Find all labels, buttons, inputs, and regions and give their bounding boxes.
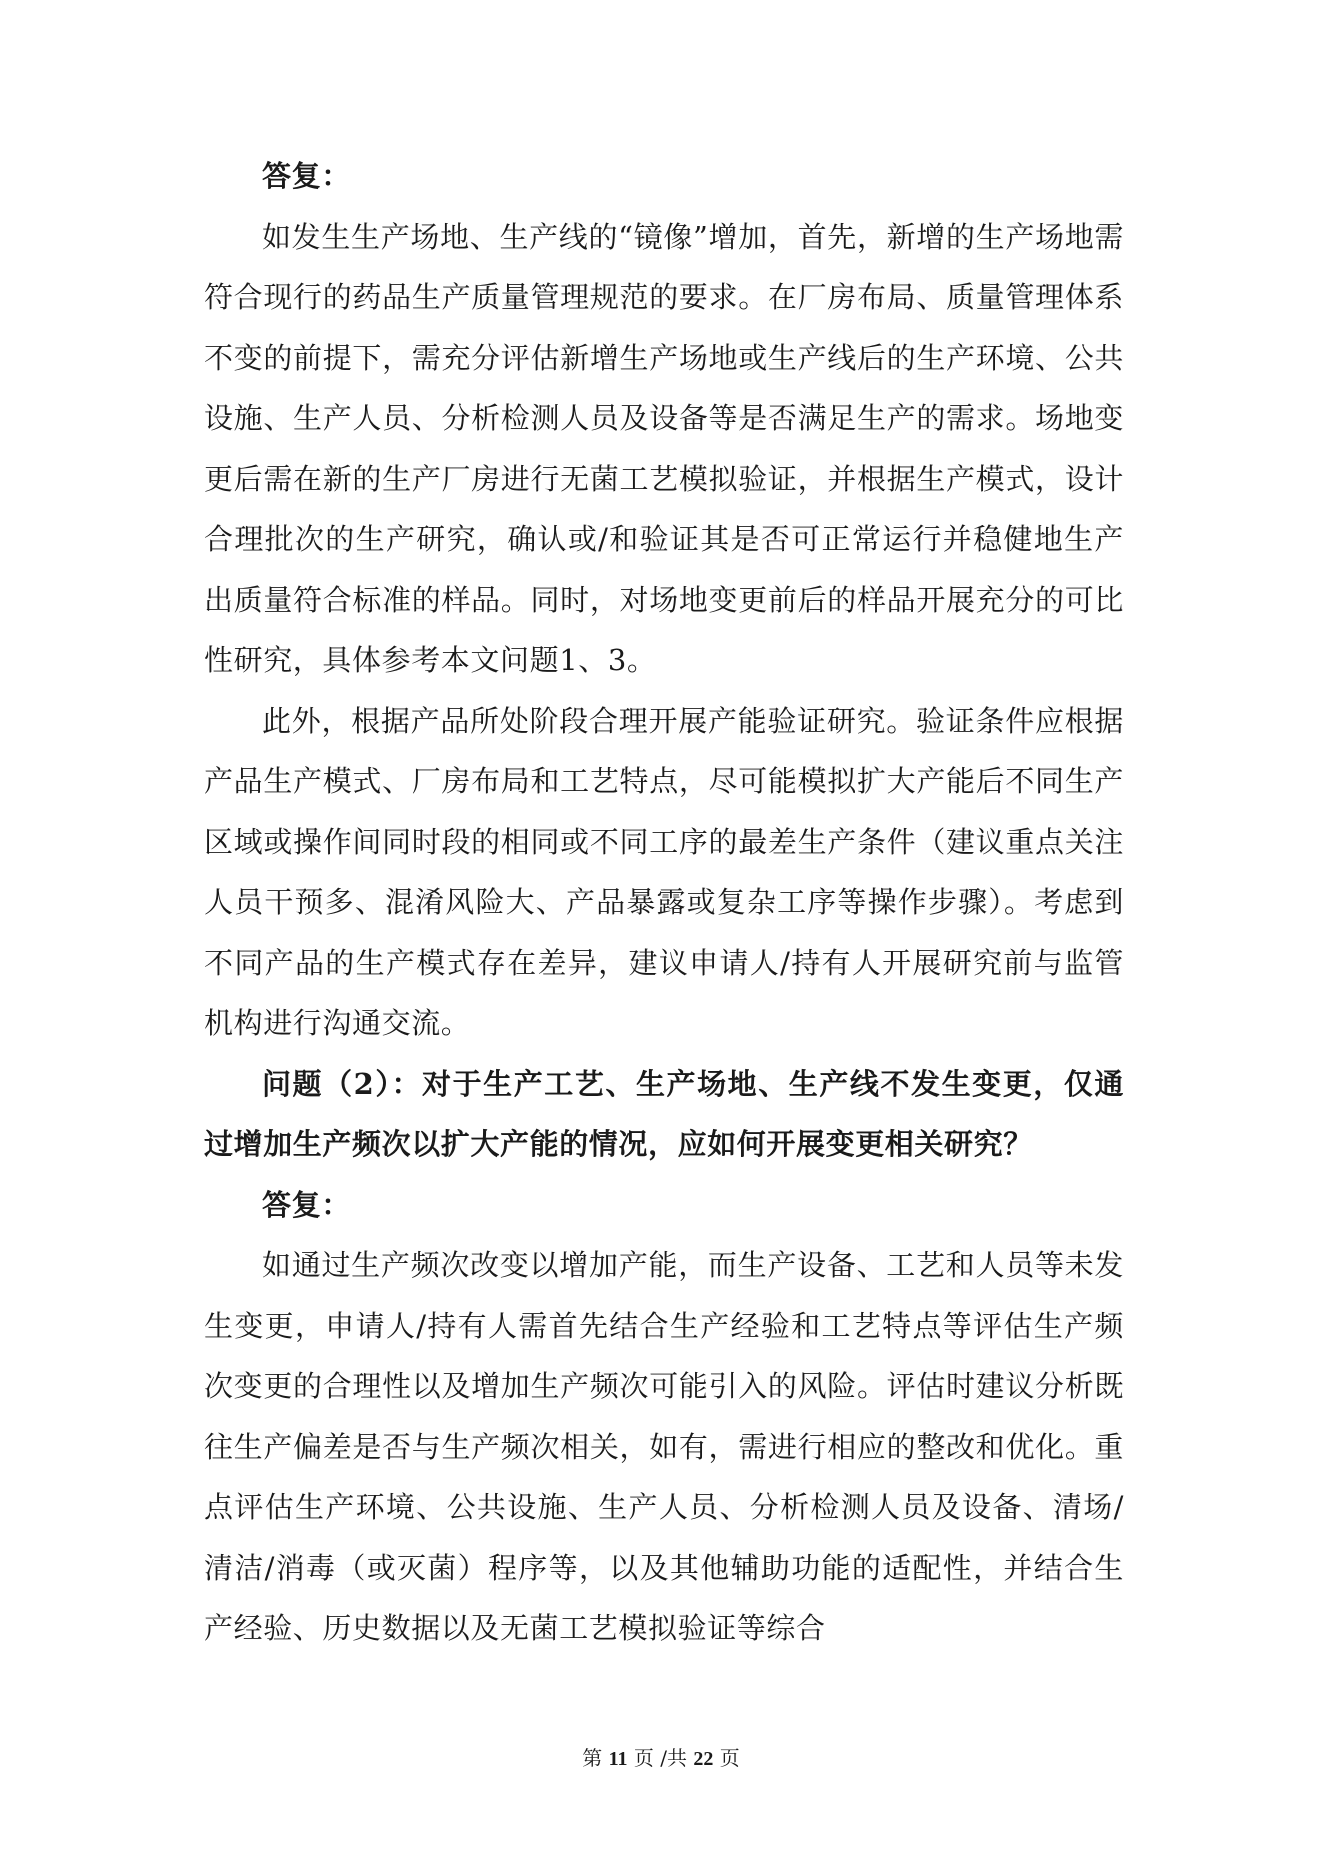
page-footer	[0, 1742, 1322, 1771]
answer-label: 答复：	[262, 159, 351, 193]
question-heading: 问题（2）：对于生产工艺、生产场地、生产线不发生变更，仅通过增加生产频次以扩大产能的情况，应如何开展变更相关研究？	[204, 1066, 1124, 1161]
answer-label: 答复：	[262, 1187, 351, 1222]
paragraph-mirror-site-increase: 如发生生产场地、生产线的“镜像”增加，首先，新增的生产场地需符合现行的药品生产质量管理规范的要求。在厂房布局、质量管理体系不变的前提下，需充分评估新增生产场地或生产线后的生产环境、公共设施、生产人员、分析检测人员及设备等是否满足生产的需求。场地变更后需在新的生产厂房进行无菌工艺模拟验证，并根据生产模式，设计合理批次的生产研究，确认或/和验证其是否可正常运行并稳健地生产出质量符合标准的样品。同时，对场地变更前后的样品开展充分的可比性研究，具体参考本文问题1、3。	[204, 219, 1124, 677]
paragraph-production-frequency: 如通过生产频次改变以增加产能，而生产设备、工艺和人员等未发生变更，申请人/持有人需首先结合生产经验和工艺特点等评估生产频次变更的合理性以及增加生产频次可能引入的风险。评估时建议分析既往生产偏差是否与生产频次相关，如有，需进行相应的整改和优化。重点评估生产环境、公共设施、生产人员、分析检测人员及设备、清场/清洁/消毒（或灭菌）程序等，以及其他辅助功能的适配性，并结合生产经验、历史数据以及无菌工艺模拟验证等综合	[204, 1248, 1124, 1645]
total-pages-number: 22	[693, 1748, 714, 1770]
paragraph-capacity-validation: 此外，根据产品所处阶段合理开展产能验证研究。验证条件应根据产品生产模式、厂房布局和工艺特点，尽可能模拟扩大产能后不同生产区域或操作间同时段的相同或不同工序的最差生产条件（建议重点关注人员干预多、混淆风险大、产品暴露或复杂工序等操作步骤）。考虑到不同产品的生产模式存在差异，建议申请人/持有人开展研究前与监管机构进行沟通交流。	[204, 703, 1124, 1040]
footer-middle: 页 /共	[633, 1746, 687, 1770]
page-body	[204, 146, 1124, 1659]
current-page-number: 11	[608, 1748, 628, 1770]
footer-suffix: 页	[719, 1746, 740, 1770]
footer-prefix: 第	[582, 1746, 603, 1770]
